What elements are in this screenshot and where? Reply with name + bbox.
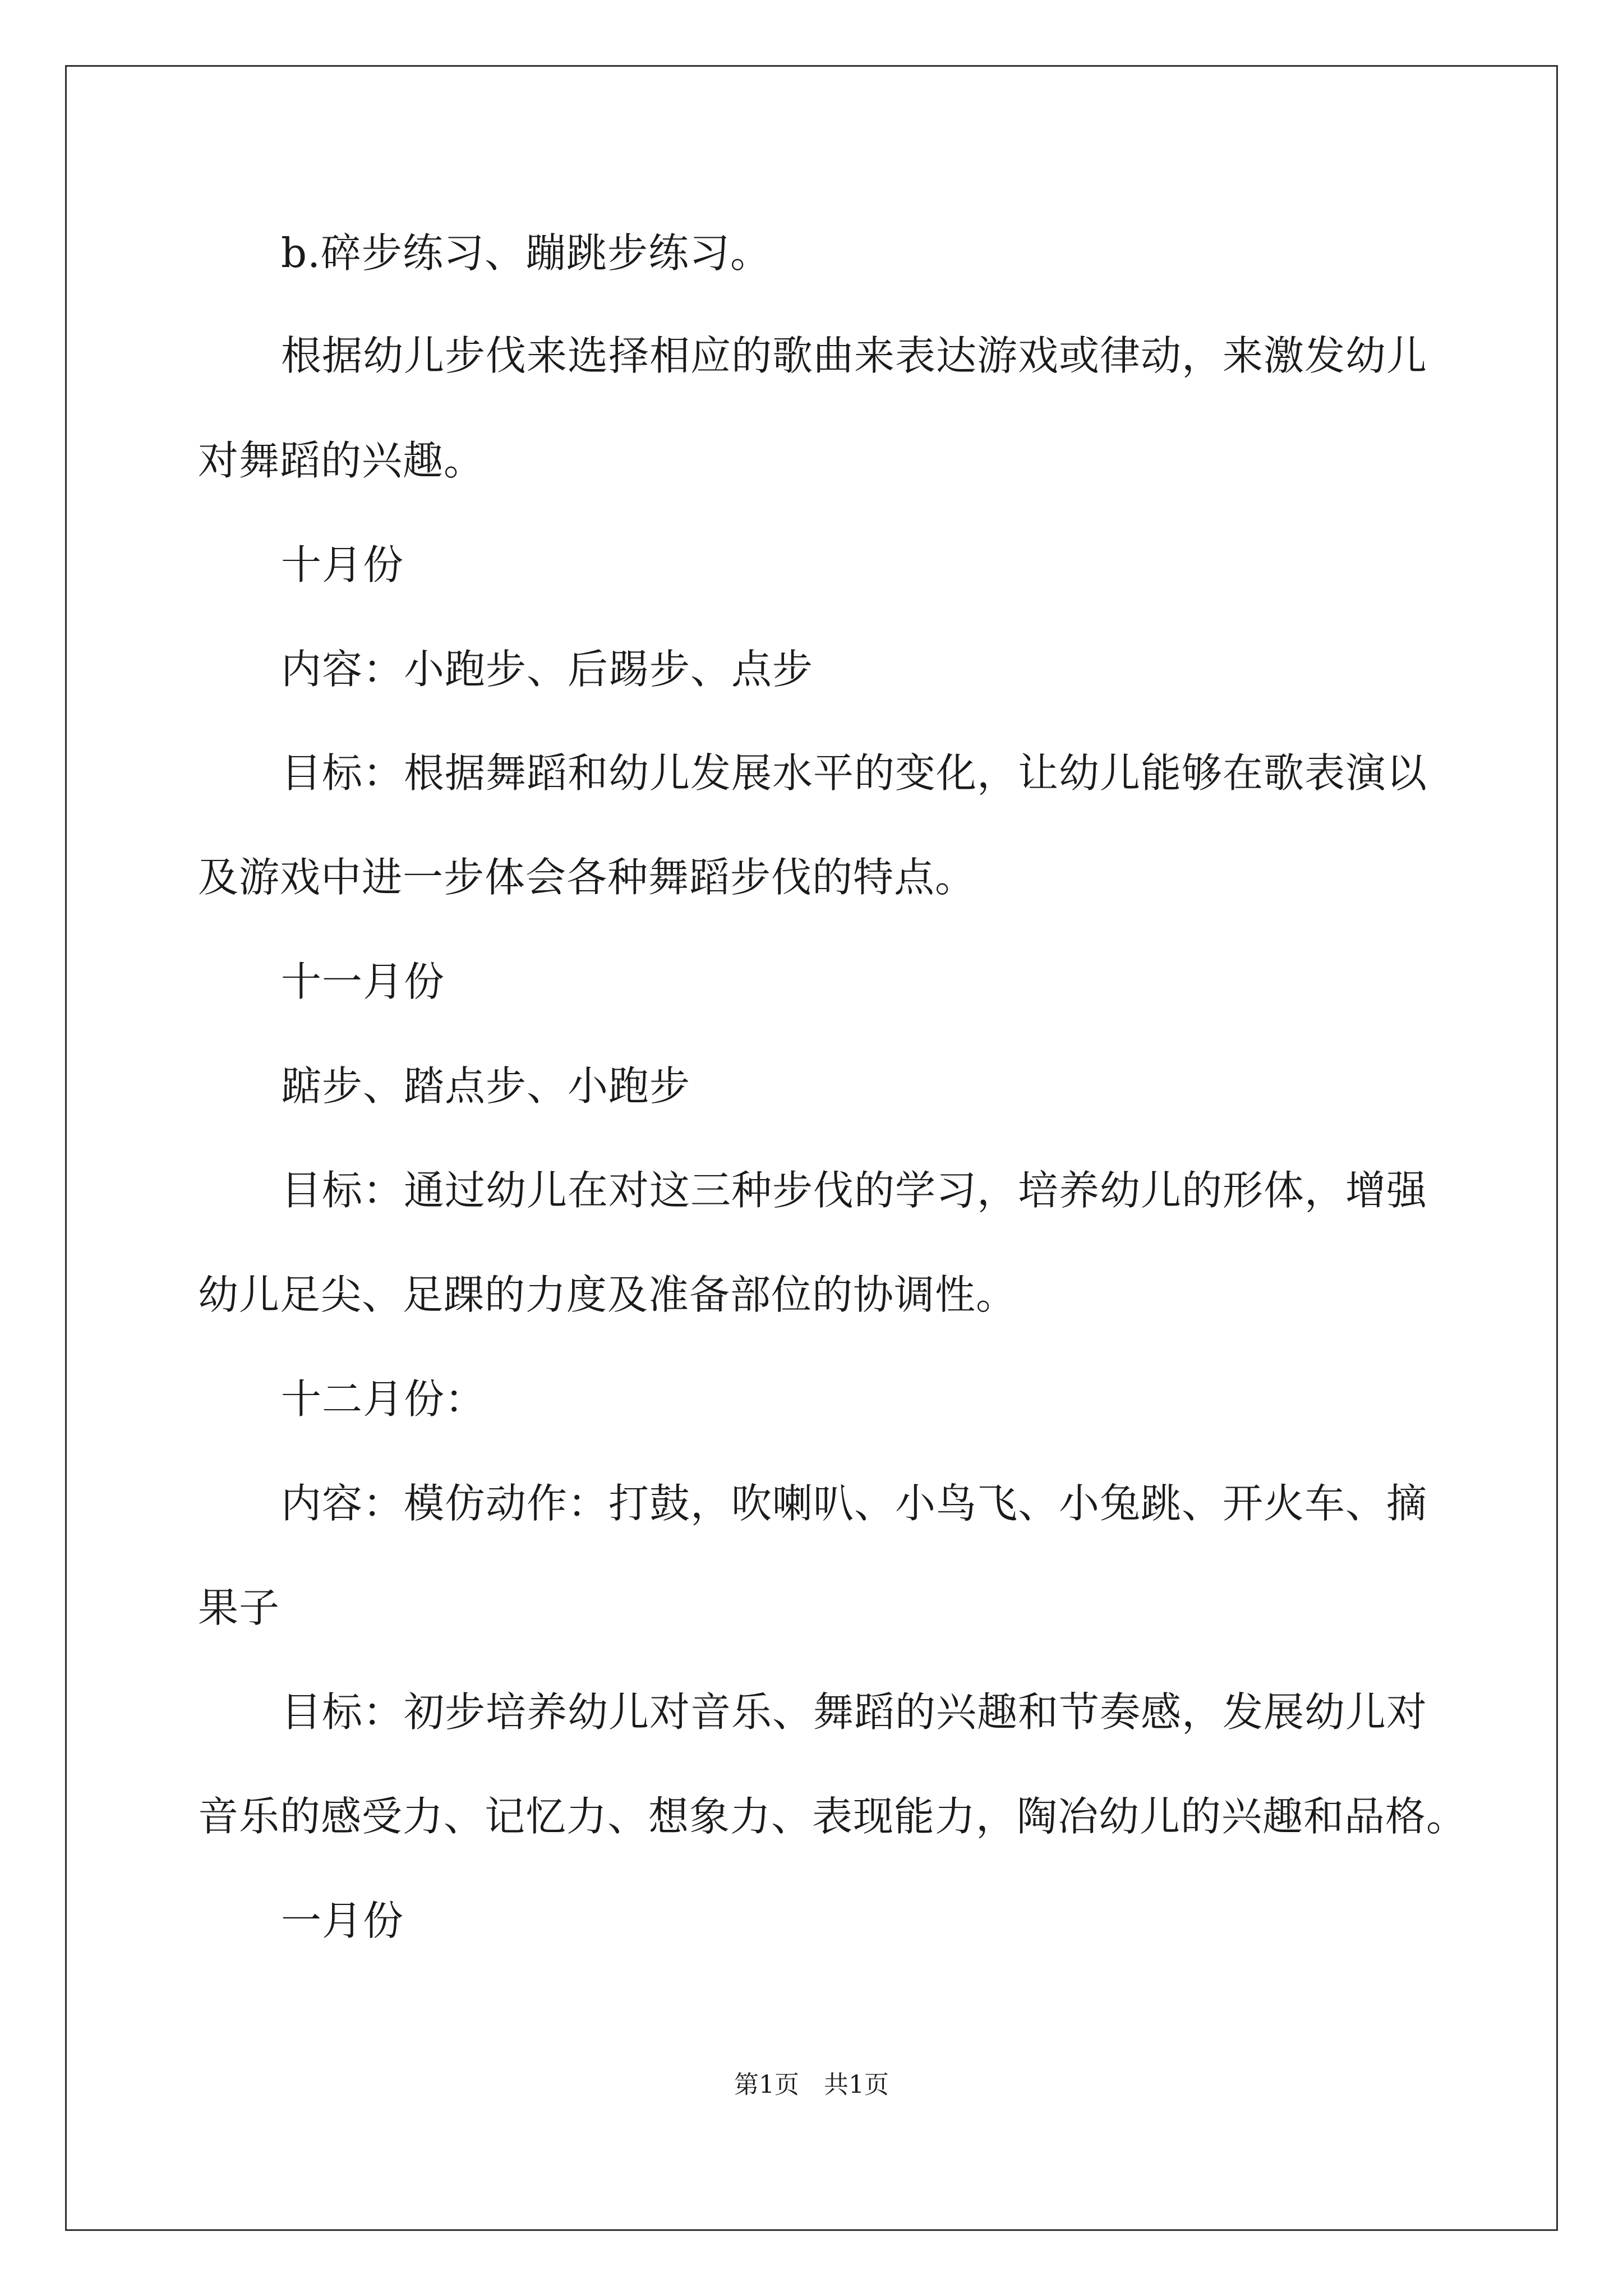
paragraph-line: 踮步、踏点步、小跑步 [281,1062,691,1110]
section-heading: 一月份 [281,1897,404,1944]
paragraph-line: 幼儿足尖、足踝的力度及准备部位的协调性。 [198,1271,1017,1318]
paragraph-line: 目标：根据舞蹈和幼儿发展水平的变化，让幼儿能够在歌表演以 [281,749,1428,797]
paragraph-line: b.碎步练习、蹦跳步练习。 [281,229,771,277]
paragraph-line: 对舞蹈的兴趣。 [198,437,485,484]
page-number: 第1页 共1页 [734,2070,889,2099]
paragraph-line: 果子 [198,1584,280,1631]
paragraph-line: 内容：小跑步、后踢步、点步 [281,646,814,693]
paragraph-line: 内容：模仿动作：打鼓，吹喇叭、小鸟飞、小兔跳、开火车、摘 [281,1480,1428,1527]
paragraph-line: 根据幼儿步伐来选择相应的歌曲来表达游戏或律动，来激发幼儿 [281,332,1428,379]
section-heading: 十月份 [281,541,404,588]
paragraph-line: 目标：初步培养幼儿对音乐、舞蹈的兴趣和节奏感，发展幼儿对 [281,1688,1428,1736]
section-heading: 十一月份 [281,958,445,1005]
paragraph-line: 音乐的感受力、记忆力、想象力、表现能力，陶冶幼儿的兴趣和品格。 [198,1793,1468,1840]
paragraph-line: 及游戏中进一步体会各种舞蹈步伐的特点。 [198,854,976,901]
section-heading: 十二月份： [281,1375,486,1423]
paragraph-line: 目标：通过幼儿在对这三种步伐的学习，培养幼儿的形体，增强 [281,1167,1428,1214]
